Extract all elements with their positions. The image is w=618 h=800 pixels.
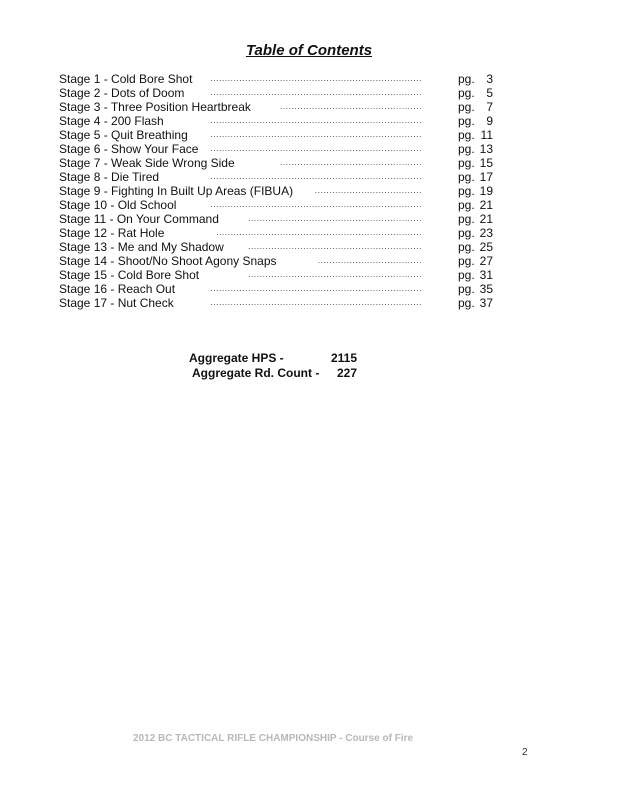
toc-entry-label: Stage 11 - On Your Command: [59, 212, 219, 226]
toc-entry-pg-label: pg.: [458, 114, 475, 128]
dot-leader: .........................................................................: [210, 143, 422, 153]
toc-entry-page-number: 21: [479, 198, 493, 212]
toc-entry: [59, 282, 499, 296]
dot-leader: .........................................................................: [210, 283, 422, 293]
toc-entry: [59, 268, 499, 282]
toc-entry-page-number: 19: [479, 184, 493, 198]
toc-entry-label: Stage 1 - Cold Bore Shot: [59, 72, 193, 86]
table-of-contents: [59, 72, 499, 310]
aggregate-hps-value: 2115: [331, 351, 358, 365]
dot-leader: .........................................................................: [210, 171, 422, 181]
dot-leader: .........................................................................: [210, 129, 422, 139]
toc-entry: [59, 226, 499, 240]
toc-entry-pg-label: pg.: [458, 142, 475, 156]
toc-entry-page-number: 37: [479, 296, 493, 310]
toc-entry-pg-label: pg.: [458, 240, 475, 254]
toc-entry-label: Stage 15 - Cold Bore Shot: [59, 268, 200, 282]
dot-leader: .........................................................................: [210, 73, 422, 83]
toc-entry-pg-label: pg.: [458, 128, 475, 142]
dot-leader: ............................................................: [247, 269, 422, 279]
toc-entry-page-number: 23: [479, 226, 493, 240]
toc-entry: [59, 212, 499, 226]
aggregate-hps-label: Aggregate HPS -: [189, 351, 284, 365]
toc-entry-label: Stage 9 - Fighting In Built Up Areas (FIBUA): [59, 184, 294, 198]
toc-entry-pg-label: pg.: [458, 184, 475, 198]
toc-entry-pg-label: pg.: [458, 198, 475, 212]
toc-entry: [59, 114, 499, 128]
toc-entry-pg-label: pg.: [458, 156, 475, 170]
toc-entry-page-number: 27: [479, 254, 493, 268]
toc-entry: [59, 156, 499, 170]
dot-leader: .........................................................................: [210, 199, 422, 209]
toc-entry-pg-label: pg.: [458, 100, 475, 114]
toc-entry-label: Stage 16 - Reach Out: [59, 282, 176, 296]
dot-leader: .......................................................................: [216, 227, 422, 237]
toc-entry-label: Stage 7 - Weak Side Wrong Side: [59, 156, 235, 170]
toc-entry-label: Stage 14 - Shoot/No Shoot Agony Snaps: [59, 254, 277, 268]
toc-entry: [59, 100, 499, 114]
toc-entry-pg-label: pg.: [458, 226, 475, 240]
toc-entry: [59, 128, 499, 142]
toc-entry-label: Stage 17 - Nut Check: [59, 296, 174, 310]
dot-leader: .........................................................................: [210, 115, 422, 125]
toc-entry-label: Stage 2 - Dots of Doom: [59, 86, 185, 100]
toc-entry: [59, 72, 499, 86]
toc-entry-page-number: 35: [479, 282, 493, 296]
toc-entry-label: Stage 5 - Quit Breathing: [59, 128, 188, 142]
toc-entry: [59, 240, 499, 254]
toc-entry-pg-label: pg.: [458, 72, 475, 86]
toc-entry: [59, 170, 499, 184]
page-number: 2: [522, 747, 528, 758]
toc-entry-pg-label: pg.: [458, 296, 475, 310]
toc-entry-pg-label: pg.: [458, 212, 475, 226]
toc-entry-label: Stage 13 - Me and My Shadow: [59, 240, 224, 254]
toc-entry: [59, 86, 499, 100]
toc-entry-page-number: 31: [479, 268, 493, 282]
toc-entry-label: Stage 10 - Old School: [59, 198, 177, 212]
toc-entry-label: Stage 12 - Rat Hole: [59, 226, 165, 240]
toc-entry-page-number: 11: [480, 128, 493, 142]
dot-leader: .........................................................................: [210, 297, 422, 307]
toc-entry: [59, 296, 499, 310]
toc-entry-page-number: 17: [479, 170, 493, 184]
toc-entry-page-number: 5: [486, 86, 493, 100]
dot-leader: .....................................: [314, 185, 422, 195]
toc-entry-page-number: 25: [479, 240, 493, 254]
toc-entry-label: Stage 4 - 200 Flash: [59, 114, 164, 128]
toc-entry-pg-label: pg.: [458, 170, 475, 184]
dot-leader: ............................................................: [247, 213, 422, 223]
toc-entry: [59, 254, 499, 268]
toc-entry: [59, 142, 499, 156]
dot-leader: .........................................................................: [210, 87, 422, 97]
toc-entry-pg-label: pg.: [458, 86, 475, 100]
dot-leader: .................................................: [279, 157, 422, 167]
toc-entry: [59, 198, 499, 212]
toc-entry-page-number: 15: [479, 156, 493, 170]
page-title-text: Table of Contents: [245, 42, 373, 59]
toc-entry-pg-label: pg.: [458, 268, 475, 282]
toc-entry-label: Stage 3 - Three Position Heartbreak: [59, 100, 251, 114]
toc-entry-pg-label: pg.: [458, 282, 475, 296]
aggregate-round-count-value: 227: [337, 366, 358, 380]
toc-entry-page-number: 7: [486, 100, 493, 114]
dot-leader: ............................................................: [247, 241, 422, 251]
toc-entry-page-number: 21: [479, 212, 493, 226]
toc-entry-page-number: 9: [486, 114, 493, 128]
toc-entry-pg-label: pg.: [458, 254, 475, 268]
toc-entry-label: Stage 8 - Die Tired: [59, 170, 160, 184]
aggregate-round-count-label: Aggregate Rd. Count -: [192, 366, 320, 380]
toc-entry: [59, 184, 499, 198]
toc-entry-label: Stage 6 - Show Your Face: [59, 142, 199, 156]
dot-leader: ....................................: [317, 255, 422, 265]
toc-entry-page-number: 13: [479, 142, 493, 156]
dot-leader: .................................................: [279, 101, 422, 111]
page-title: [0, 42, 618, 59]
footer-text: 2012 BC TACTICAL RIFLE CHAMPIONSHIP - Course of Fire: [133, 733, 414, 744]
toc-entry-page-number: 3: [486, 72, 493, 86]
